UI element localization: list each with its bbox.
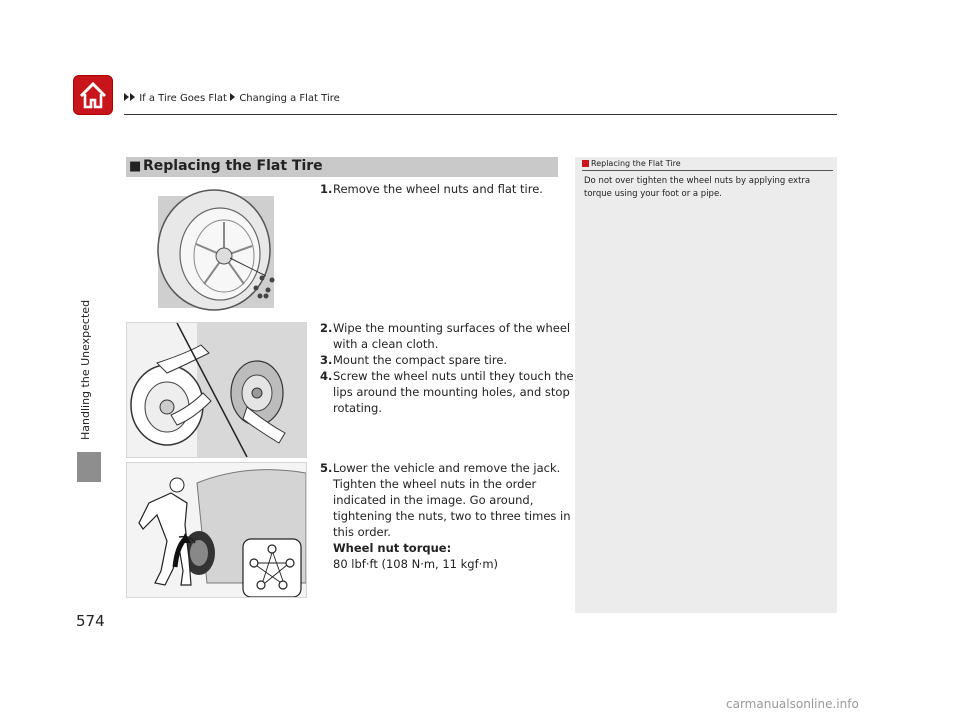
breadcrumb-arrow-icon [130, 93, 135, 101]
step-item [320, 460, 571, 572]
breadcrumb-arrow-icon [124, 93, 129, 101]
step-item [320, 320, 574, 352]
illustration-mount-spare [126, 322, 307, 458]
step-text: rotating. [333, 401, 383, 415]
section-heading [126, 157, 558, 177]
page-number: 574 [76, 612, 105, 630]
chapter-label [75, 140, 99, 440]
step-number: 2. [320, 321, 333, 335]
illustration-remove-tire [126, 184, 307, 320]
torque-label: Wheel nut torque: [333, 541, 452, 555]
step-block-2 [320, 320, 574, 416]
chapter-label-text: Handling the Unexpected [79, 299, 92, 440]
step-text: Wipe the mounting surfaces of the wheel [333, 321, 571, 335]
note-panel [575, 157, 837, 613]
step-text: Mount the compact spare tire. [333, 353, 508, 367]
home-button[interactable] [74, 76, 112, 114]
step-text: this order. [333, 525, 391, 539]
step-item [320, 368, 574, 416]
breadcrumb-item[interactable]: If a Tire Goes Flat [139, 93, 227, 104]
step-block-1 [320, 181, 543, 197]
step-text: Tighten the wheel nuts in the order [333, 477, 537, 491]
step-text: Remove the wheel nuts and flat tire. [333, 182, 543, 196]
chapter-tab[interactable] [77, 452, 101, 482]
note-title[interactable] [582, 159, 681, 168]
note-line: torque using your foot or a pipe. [584, 189, 722, 199]
note-marker-icon [582, 160, 589, 167]
step-text: Screw the wheel nuts until they touch the [333, 369, 574, 383]
step-item [320, 181, 543, 197]
illustration-tighten-nuts [126, 462, 307, 598]
step-text: tightening the nuts, two to three times in [333, 509, 571, 523]
step-text: lips around the mounting holes, and stop [333, 385, 570, 399]
breadcrumb-arrow-icon [230, 93, 235, 101]
torque-value: 80 lbf·ft (108 N·m, 11 kgf·m) [333, 557, 499, 571]
section-square-icon: ■ [129, 159, 142, 174]
header-rule [124, 114, 837, 115]
step-number: 3. [320, 353, 333, 367]
step-block-3 [320, 460, 571, 572]
step-number: 5. [320, 461, 333, 475]
step-text: indicated in the image. Go around, [333, 493, 534, 507]
breadcrumb [124, 93, 340, 104]
step-number: 4. [320, 369, 333, 383]
step-number: 1. [320, 182, 333, 196]
breadcrumb-item[interactable]: Changing a Flat Tire [239, 93, 340, 104]
note-rule [582, 170, 833, 171]
section-title: Replacing the Flat Tire [143, 158, 323, 174]
step-text: with a clean cloth. [333, 337, 439, 351]
note-title-text: Replacing the Flat Tire [591, 159, 681, 168]
step-text: Lower the vehicle and remove the jack. [333, 461, 561, 475]
home-icon [74, 76, 112, 114]
step-item [320, 352, 574, 368]
note-line: Do not over tighten the wheel nuts by applying extra [584, 176, 811, 186]
note-text [584, 175, 830, 201]
watermark: carmanualsonline.info [726, 697, 859, 711]
